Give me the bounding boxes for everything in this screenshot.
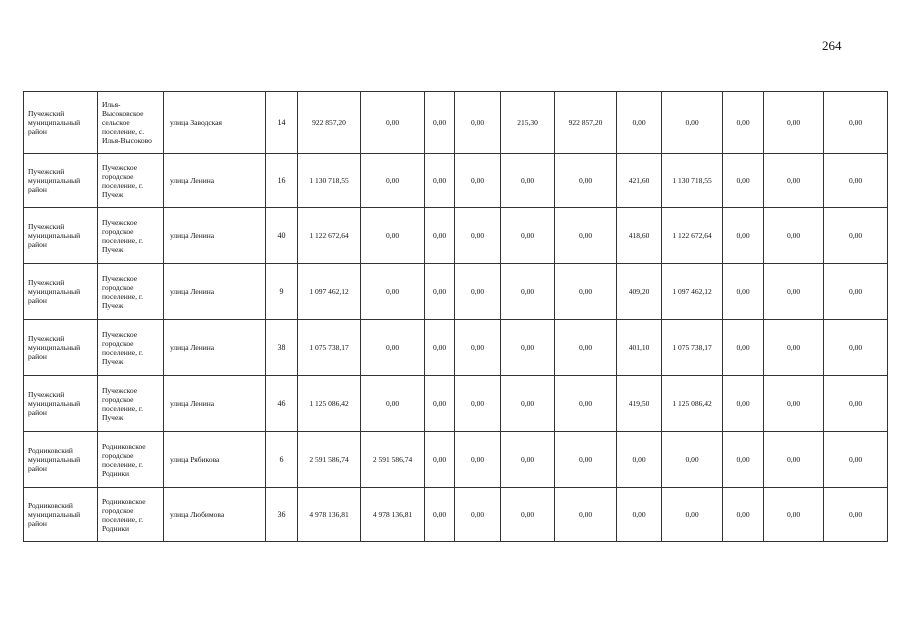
cell-cost-col-9: 0,00	[723, 320, 764, 376]
cell-cost-col-9: 0,00	[723, 208, 764, 264]
cell-settlement: Пучежское городское поселение, г. Пучеж	[98, 154, 164, 208]
cell-district: Пучежский муниципальный район	[24, 376, 98, 432]
cell-cost-col-4: 0,00	[455, 376, 501, 432]
cell-settlement: Родниковское городское поселение, г. Родники	[98, 488, 164, 542]
cell-cost-col-5: 215,30	[501, 92, 555, 154]
cell-street: улица Ленина	[164, 376, 266, 432]
cell-total-cost: 922 857,20	[298, 92, 361, 154]
cell-district: Пучежский муниципальный район	[24, 208, 98, 264]
table-row	[24, 154, 888, 208]
cell-area: 0,00	[617, 92, 662, 154]
cell-house-number: 16	[266, 154, 298, 208]
cell-street: улица Ленина	[164, 320, 266, 376]
cell-cost-col-4: 0,00	[455, 432, 501, 488]
cell-cost-col-10: 0,00	[764, 208, 824, 264]
cell-cost-col-9: 0,00	[723, 154, 764, 208]
cell-cost-col-8: 0,00	[662, 488, 723, 542]
cell-house-number: 9	[266, 264, 298, 320]
cell-cost-col-2: 4 978 136,81	[361, 488, 425, 542]
cell-cost-col-6: 0,00	[555, 488, 617, 542]
cell-cost-col-10: 0,00	[764, 154, 824, 208]
cell-cost-col-10: 0,00	[764, 376, 824, 432]
cell-cost-col-5: 0,00	[501, 488, 555, 542]
cell-district: Родниковский муниципальный район	[24, 432, 98, 488]
cell-cost-col-8: 0,00	[662, 92, 723, 154]
cell-area: 0,00	[617, 488, 662, 542]
cell-cost-col-3: 0,00	[425, 208, 455, 264]
cell-cost-col-8: 1 097 462,12	[662, 264, 723, 320]
table-row	[24, 376, 888, 432]
cell-house-number: 14	[266, 92, 298, 154]
cell-cost-col-2: 0,00	[361, 92, 425, 154]
cell-street: улица Любимова	[164, 488, 266, 542]
cell-street: улица Ленина	[164, 264, 266, 320]
cell-cost-col-8: 1 130 718,55	[662, 154, 723, 208]
cell-cost-col-11: 0,00	[824, 208, 888, 264]
cell-cost-col-10: 0,00	[764, 320, 824, 376]
cell-cost-col-5: 0,00	[501, 320, 555, 376]
cell-district: Пучежский муниципальный район	[24, 92, 98, 154]
cell-area: 421,60	[617, 154, 662, 208]
cell-cost-col-9: 0,00	[723, 264, 764, 320]
cell-cost-col-6: 0,00	[555, 432, 617, 488]
cell-cost-col-8: 0,00	[662, 432, 723, 488]
cell-cost-col-10: 0,00	[764, 488, 824, 542]
cell-total-cost: 1 097 462,12	[298, 264, 361, 320]
cell-cost-col-4: 0,00	[455, 208, 501, 264]
cell-cost-col-2: 0,00	[361, 154, 425, 208]
cell-cost-col-10: 0,00	[764, 432, 824, 488]
cell-cost-col-5: 0,00	[501, 432, 555, 488]
table-row	[24, 208, 888, 264]
cell-cost-col-9: 0,00	[723, 92, 764, 154]
cell-cost-col-4: 0,00	[455, 154, 501, 208]
cell-cost-col-11: 0,00	[824, 432, 888, 488]
cell-cost-col-3: 0,00	[425, 264, 455, 320]
cell-area: 409,20	[617, 264, 662, 320]
cell-settlement: Пучежское городское поселение, г. Пучеж	[98, 264, 164, 320]
cell-cost-col-8: 1 122 672,64	[662, 208, 723, 264]
table-row	[24, 92, 888, 154]
cell-cost-col-10: 0,00	[764, 92, 824, 154]
cell-cost-col-8: 1 125 086,42	[662, 376, 723, 432]
cell-cost-col-9: 0,00	[723, 432, 764, 488]
cell-cost-col-6: 0,00	[555, 264, 617, 320]
cell-settlement: Илья-Высоковское сельское поселение, с. Илья-Высоково	[98, 92, 164, 154]
cell-house-number: 36	[266, 488, 298, 542]
cell-cost-col-11: 0,00	[824, 320, 888, 376]
data-table	[23, 91, 888, 542]
cell-cost-col-11: 0,00	[824, 376, 888, 432]
cell-house-number: 38	[266, 320, 298, 376]
cell-cost-col-3: 0,00	[425, 154, 455, 208]
table-row	[24, 320, 888, 376]
cell-total-cost: 2 591 586,74	[298, 432, 361, 488]
cell-cost-col-2: 0,00	[361, 320, 425, 376]
cell-cost-col-5: 0,00	[501, 208, 555, 264]
cell-cost-col-4: 0,00	[455, 488, 501, 542]
cell-street: улица Ленина	[164, 154, 266, 208]
cell-cost-col-6: 0,00	[555, 208, 617, 264]
page-number: 264	[822, 38, 842, 53]
cell-cost-col-9: 0,00	[723, 376, 764, 432]
cell-cost-col-5: 0,00	[501, 376, 555, 432]
cell-cost-col-4: 0,00	[455, 320, 501, 376]
cell-cost-col-6: 922 857,20	[555, 92, 617, 154]
cell-total-cost: 1 125 086,42	[298, 376, 361, 432]
cell-cost-col-4: 0,00	[455, 92, 501, 154]
cell-street: улица Рябикова	[164, 432, 266, 488]
cell-total-cost: 1 130 718,55	[298, 154, 361, 208]
table-row	[24, 264, 888, 320]
cell-street: улица Ленина	[164, 208, 266, 264]
cell-cost-col-5: 0,00	[501, 264, 555, 320]
cell-district: Пучежский муниципальный район	[24, 154, 98, 208]
cell-cost-col-6: 0,00	[555, 154, 617, 208]
cell-cost-col-11: 0,00	[824, 264, 888, 320]
cell-cost-col-2: 2 591 586,74	[361, 432, 425, 488]
cell-settlement: Пучежское городское поселение, г. Пучеж	[98, 320, 164, 376]
cell-district: Родниковский муниципальный район	[24, 488, 98, 542]
cell-district: Пучежский муниципальный район	[24, 320, 98, 376]
cell-cost-col-6: 0,00	[555, 320, 617, 376]
cell-cost-col-11: 0,00	[824, 488, 888, 542]
table-row	[24, 488, 888, 542]
table-row	[24, 432, 888, 488]
cell-total-cost: 4 978 136,81	[298, 488, 361, 542]
cell-total-cost: 1 075 738,17	[298, 320, 361, 376]
cell-area: 419,50	[617, 376, 662, 432]
cell-area: 401,10	[617, 320, 662, 376]
cell-cost-col-11: 0,00	[824, 154, 888, 208]
cell-cost-col-6: 0,00	[555, 376, 617, 432]
cell-house-number: 6	[266, 432, 298, 488]
cell-house-number: 46	[266, 376, 298, 432]
cell-cost-col-3: 0,00	[425, 488, 455, 542]
cell-settlement: Родниковское городское поселение, г. Родники	[98, 432, 164, 488]
cell-district: Пучежский муниципальный район	[24, 264, 98, 320]
cell-cost-col-9: 0,00	[723, 488, 764, 542]
cell-cost-col-10: 0,00	[764, 264, 824, 320]
cell-house-number: 40	[266, 208, 298, 264]
cell-cost-col-3: 0,00	[425, 376, 455, 432]
cell-cost-col-3: 0,00	[425, 320, 455, 376]
cell-cost-col-11: 0,00	[824, 92, 888, 154]
cell-area: 0,00	[617, 432, 662, 488]
cell-street: улица Заводская	[164, 92, 266, 154]
cell-cost-col-5: 0,00	[501, 154, 555, 208]
cell-cost-col-4: 0,00	[455, 264, 501, 320]
cell-cost-col-3: 0,00	[425, 432, 455, 488]
cell-cost-col-3: 0,00	[425, 92, 455, 154]
cell-settlement: Пучежское городское поселение, г. Пучеж	[98, 376, 164, 432]
cell-total-cost: 1 122 672,64	[298, 208, 361, 264]
cell-cost-col-2: 0,00	[361, 264, 425, 320]
cell-settlement: Пучежское городское поселение, г. Пучеж	[98, 208, 164, 264]
cell-cost-col-2: 0,00	[361, 376, 425, 432]
cell-cost-col-8: 1 075 738,17	[662, 320, 723, 376]
cell-cost-col-2: 0,00	[361, 208, 425, 264]
cell-area: 418,60	[617, 208, 662, 264]
